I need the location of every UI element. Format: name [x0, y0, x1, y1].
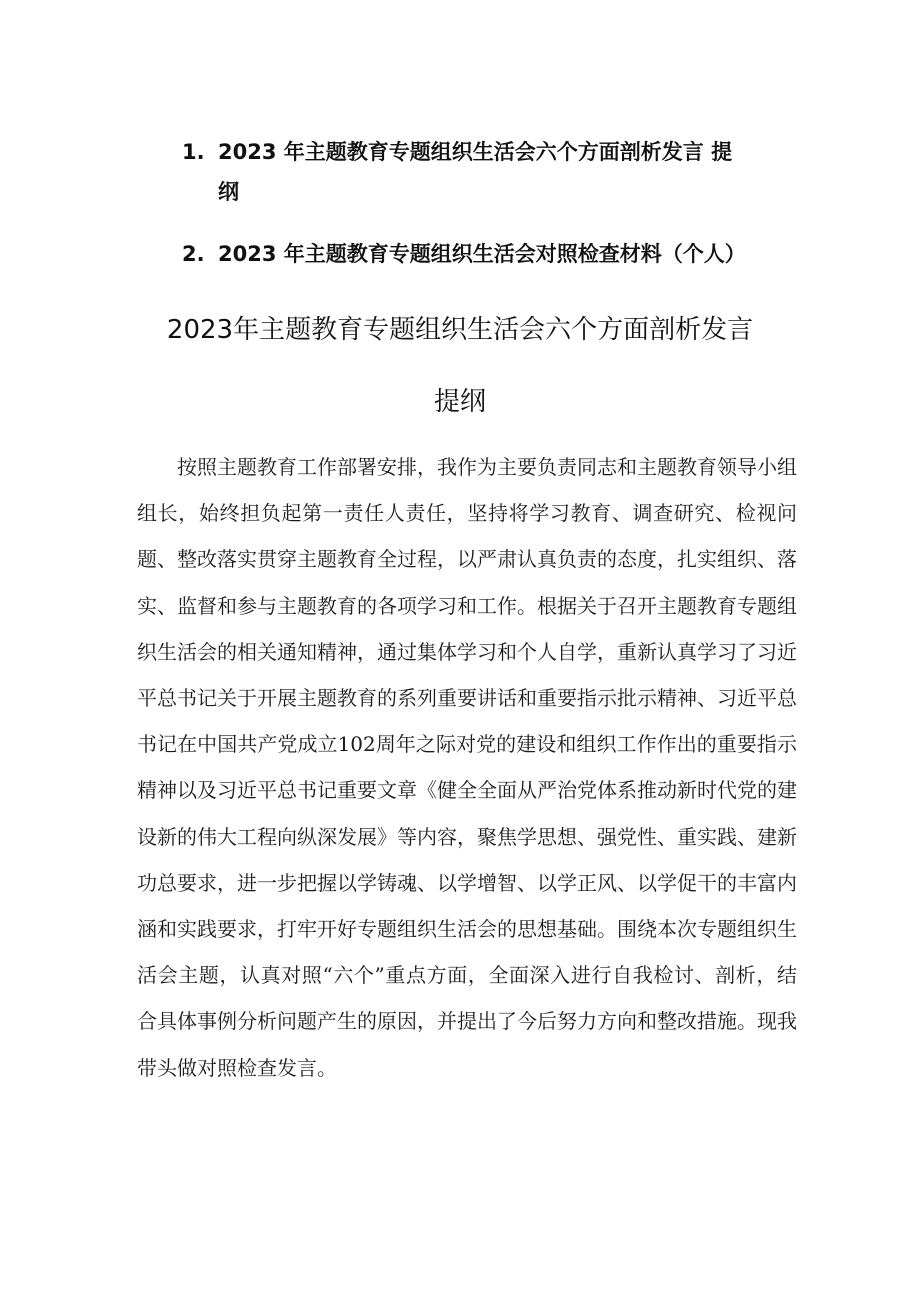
table-of-contents	[182, 132, 782, 274]
toc-item-text: 2023 年主题教育专题组织生活会对照检查材料（个人）	[218, 242, 746, 266]
toc-item-number: 1.	[182, 140, 205, 164]
body-paragraph: 按照主题教育工作部署安排，我作为主要负责同志和主题教育领导小组组长，始终担负起第一责任人责任，坚持将学习教育、调查研究、检视问题、整改落实贯穿主题教育全过程，以严肃认真负责的态度，扎实组织、落实、监督和参与主题教育的各项学习和工作。根据关于召开主题教育专题组织生活会的相关通知精神，通过集体学习和个人自学，重新认真学习了习近平总书记关于开展主题教育的系列重要讲话和重要指示批示精神、习近平总书记在中国共产党成立102周年之际对党的建设和组织工作作出的重要指示精神以及习近平总书记重要文章《健全全面从严治党体系推动新时代党的建设新的伟大工程向纵深发展》等内容，聚焦学思想、强党性、重实践、建新功总要求，进一步把握以学铸魂、以学增智、以学正风、以学促干的丰富内涵和实践要求，打牢开好专题组织生活会的思想基础。围绕本次专题组织生活会主题，认真对照“六个”重点方面，全面深入进行自我检讨、剖析，结合具体事例分析问题产生的原因，并提出了今后努力方向和整改措施。现我带头做对照检查发言。	[137, 455, 797, 1080]
document-title	[120, 294, 800, 438]
toc-item-number: 2.	[182, 242, 205, 266]
document-title-line-1: 2023年主题教育专题组织生活会六个方面剖析发言	[166, 315, 754, 345]
toc-item-1	[182, 132, 782, 212]
toc-item-text: 2023 年主题教育专题组织生活会六个方面剖析发言 提纲	[218, 140, 733, 204]
toc-item-2	[182, 234, 782, 274]
document-title-line-2: 提纲	[433, 387, 486, 417]
